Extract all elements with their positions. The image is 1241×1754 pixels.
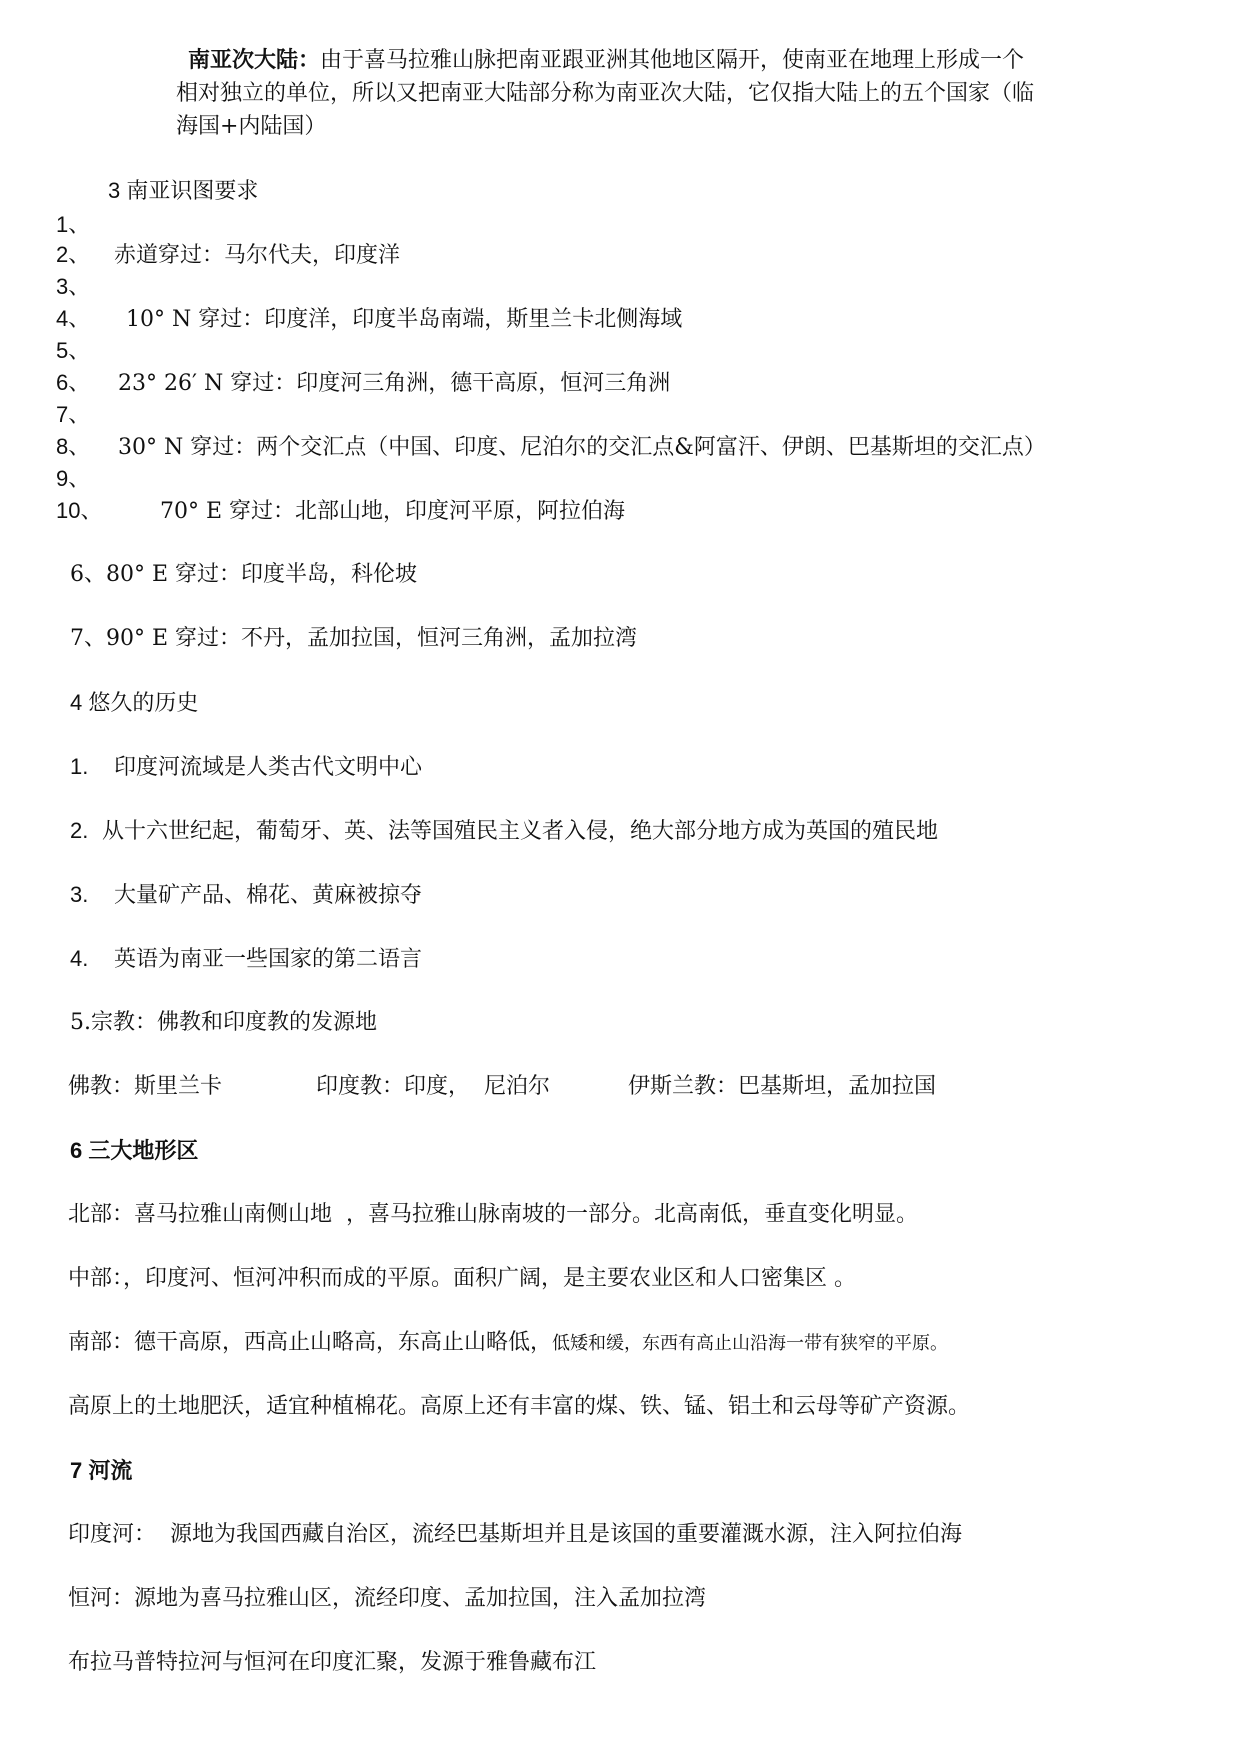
intro-text-line2: 相对独立的单位，所以又把南亚大陆部分称为南亚次大陆，它仅指大陆上的五个国家（临 [176, 81, 1035, 106]
list-item: 4. 英语为南亚一些国家的第二语言 [70, 946, 423, 972]
list-item: 1、 [56, 212, 91, 237]
terrain-north: 北部：喜马拉雅山南侧山地 ，喜马拉雅山脉南坡的一部分。北高南低，垂直变化明显。 [68, 1202, 918, 1227]
section3-heading: 3 南亚识图要求 [108, 178, 259, 203]
religion-islam: 伊斯兰教：巴基斯坦，孟加拉国 [628, 1074, 937, 1099]
list-item: 7、 [56, 402, 91, 427]
list-item: 9、 [56, 466, 91, 491]
list-item: 1. 印度河流域是人类古代文明中心 [70, 754, 423, 780]
religion-buddhism: 佛教：斯里兰卡 [68, 1074, 223, 1099]
list-item: 4、 10° N 穿过：印度洋，印度半岛南端，斯里兰卡北侧海域 [56, 306, 683, 332]
list-item: 10、 70° E 穿过：北部山地，印度河平原，阿拉伯海 [56, 498, 626, 524]
section6-heading: 6 三大地形区 [70, 1138, 199, 1163]
river-ganges: 恒河：源地为喜马拉雅山区，流经印度、孟加拉国，注入孟加拉湾 [68, 1586, 707, 1611]
section4-heading: 4 悠久的历史 [70, 690, 199, 715]
intro-text-line3: 海国+内陆国） [176, 114, 327, 139]
list-item: 5、 [56, 338, 91, 363]
river-brahmaputra: 布拉马普特拉河与恒河在印度汇聚，发源于雅鲁藏布江 [68, 1650, 597, 1675]
religion-heading: 5.宗教：佛教和印度教的发源地 [70, 1010, 377, 1035]
latitude-item-90e: 7、90° E 穿过：不丹，孟加拉国，恒河三角洲，孟加拉湾 [70, 626, 638, 651]
list-item: 6、 23° 26′ N 穿过：印度河三角洲，德干高原，恒河三角洲 [56, 370, 671, 396]
terrain-middle: 中部：，印度河、恒河冲积而成的平原。面积广阔，是主要农业区和人口密集区 。 [68, 1266, 856, 1291]
list-item: 8、 30° N 穿过：两个交汇点（中国、印度、尼泊尔的交汇点&阿富汗、伊朗、巴基斯坦的交汇点） [56, 434, 1046, 460]
terrain-plateau: 高原上的土地肥沃，适宜种植棉花。高原上还有丰富的煤、铁、锰、铝土和云母等矿产资源。 [68, 1394, 971, 1419]
list-item: 2、 赤道穿过：马尔代夫，印度洋 [56, 242, 401, 268]
intro-term: 南亚次大陆： [188, 47, 321, 73]
list-item: 3. 大量矿产品、棉花、黄麻被掠夺 [70, 882, 423, 908]
intro-text-line1: 由于喜马拉雅山脉把南亚跟亚洲其他地区隔开，使南亚在地理上形成一个 [320, 48, 1025, 73]
latitude-item-80e: 6、80° E 穿过：印度半岛，科伦坡 [70, 562, 418, 587]
intro-paragraph [176, 44, 1178, 143]
list-item: 2. 从十六世纪起，葡萄牙、英、法等国殖民主义者入侵，绝大部分地方成为英国的殖民地 [70, 818, 939, 844]
terrain-south: 南部：德干高原，西高止山略高，东高止山略低，低矮和缓，东西有高止山沿海一带有狭窄的平原。 [68, 1330, 949, 1355]
religion-hinduism: 印度教：印度， 尼泊尔 [316, 1074, 550, 1099]
list-item: 3、 [56, 274, 91, 299]
river-indus: 印度河： 源地为我国西藏自治区，流经巴基斯坦并且是该国的重要灌溉水源，注入阿拉伯海 [68, 1522, 962, 1547]
section7-heading: 7 河流 [70, 1458, 133, 1483]
